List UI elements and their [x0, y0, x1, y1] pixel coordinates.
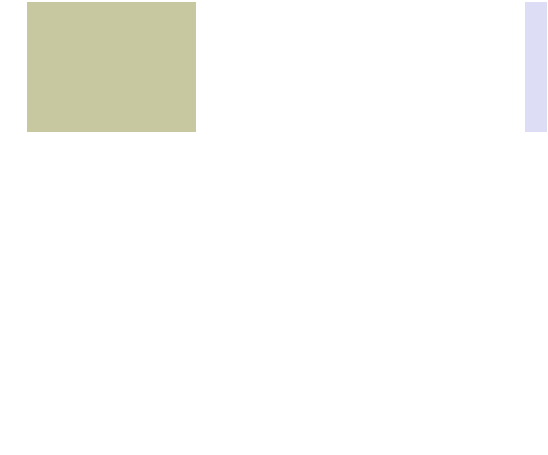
- sheet-title-cell[interactable]: [27, 2, 196, 132]
- total-header-cell[interactable]: [525, 2, 547, 132]
